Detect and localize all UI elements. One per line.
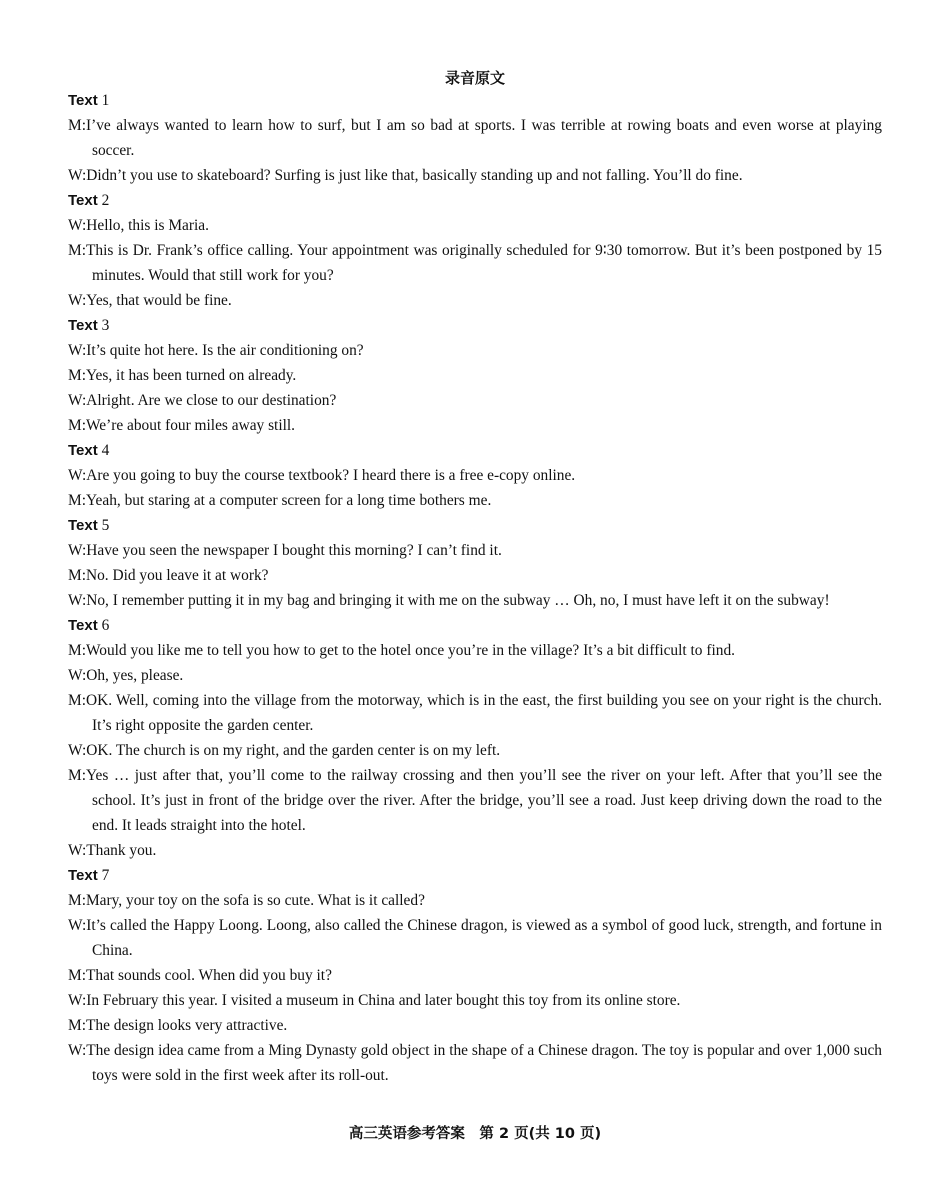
utterance-text: Yes … just after that, you’ll come to the railway crossing and then you’ll see the river on your left. After that you’ll see the school. It’s just in front of the bridge over the river. After the bridge, you’ll see a road. Just keep driving down the road to the end. It leads straight into the hotel.: [85, 767, 882, 834]
speaker-label: W: [68, 342, 82, 359]
speaker-colon: :: [81, 592, 87, 609]
dialogue-line: [68, 463, 882, 488]
speaker-label: M: [68, 892, 82, 909]
speaker-label: M: [68, 692, 82, 709]
speaker-label: M: [68, 967, 82, 984]
speaker-label: W: [68, 917, 82, 934]
section-label: Text: [68, 192, 98, 209]
speaker-label: W: [68, 292, 82, 309]
dialogue-line: [68, 113, 882, 163]
speaker-label: W: [68, 742, 82, 759]
dialogue-line: [68, 1013, 882, 1038]
utterance-text: We’re about four miles away still.: [85, 417, 296, 434]
section-number: 1: [101, 92, 110, 109]
speaker-colon: :: [81, 667, 87, 684]
speaker-colon: :: [81, 217, 87, 234]
speaker-colon: :: [81, 967, 86, 984]
section-heading: [68, 863, 882, 888]
section-number: 7: [101, 867, 110, 884]
speaker-label: W: [68, 217, 82, 234]
section-number: 5: [101, 517, 110, 534]
utterance-text: Didn’t you use to skateboard? Surfing is just like that, basically standing up and not falling. You’ll do fine.: [86, 167, 743, 184]
utterance-text: Mary, your toy on the sofa is so cute. What is it called?: [85, 892, 425, 909]
dialogue-line: [68, 413, 882, 438]
utterance-text: Alright. Are we close to our destination?: [86, 392, 337, 409]
speaker-label: M: [68, 767, 82, 784]
speaker-colon: :: [81, 567, 86, 584]
section-number: 4: [101, 442, 110, 459]
dialogue-line: [68, 563, 882, 588]
speaker-colon: :: [81, 642, 86, 659]
section-heading: [68, 513, 882, 538]
utterance-text: OK. Well, coming into the village from the motorway, which is in the east, the first building you see on your right is the church. It’s right opposite the garden center.: [85, 692, 882, 734]
section-number: 6: [101, 617, 110, 634]
section-label: Text: [68, 867, 98, 884]
utterance-text: The design idea came from a Ming Dynasty gold object in the shape of a Chinese dragon. The toy is popular and over 1,000 such toys were sold in the first week after its roll-out.: [86, 1042, 882, 1084]
dialogue-line: [68, 238, 882, 288]
section-heading: [68, 438, 882, 463]
transcript-body: [68, 88, 882, 1088]
section-heading: [68, 88, 882, 113]
dialogue-line: [68, 688, 882, 738]
section-number: 3: [101, 317, 110, 334]
speaker-colon: :: [81, 892, 86, 909]
page-title: 录音原文: [444, 69, 505, 87]
speaker-label: W: [68, 167, 82, 184]
speaker-colon: :: [81, 242, 86, 259]
dialogue-line: [68, 988, 882, 1013]
utterance-text: That sounds cool. When did you buy it?: [85, 967, 332, 984]
section-label: Text: [68, 92, 98, 109]
speaker-label: M: [68, 367, 82, 384]
speaker-colon: :: [81, 1017, 86, 1034]
utterance-text: It’s quite hot here. Is the air conditioning on?: [86, 342, 364, 359]
utterance-text: OK. The church is on my right, and the garden center is on my left.: [86, 742, 501, 759]
speaker-colon: :: [81, 417, 86, 434]
dialogue-line: [68, 888, 882, 913]
speaker-colon: :: [81, 467, 87, 484]
speaker-colon: :: [81, 367, 86, 384]
section-heading: [68, 613, 882, 638]
speaker-label: W: [68, 842, 82, 859]
utterance-text: No. Did you leave it at work?: [85, 567, 269, 584]
dialogue-line: [68, 213, 882, 238]
utterance-text: Yes, it has been turned on already.: [85, 367, 297, 384]
speaker-colon: :: [81, 992, 87, 1009]
utterance-text: Hello, this is Maria.: [86, 217, 209, 234]
dialogue-line: [68, 913, 882, 963]
speaker-label: W: [68, 992, 82, 1009]
speaker-colon: :: [81, 917, 87, 934]
dialogue-line: [68, 388, 882, 413]
speaker-label: W: [68, 392, 82, 409]
speaker-label: M: [68, 117, 82, 134]
speaker-label: W: [68, 542, 82, 559]
dialogue-line: [68, 163, 882, 188]
utterance-text: In February this year. I visited a museum in China and later bought this toy from its online store.: [86, 992, 681, 1009]
dialogue-line: [68, 488, 882, 513]
utterance-text: This is Dr. Frank’s office calling. Your appointment was originally scheduled for 9∶30 tomorrow. But it’s been postponed by 15 minutes. Would that still work for you?: [85, 242, 882, 284]
speaker-label: W: [68, 467, 82, 484]
speaker-label: W: [68, 667, 82, 684]
section-label: Text: [68, 317, 98, 334]
speaker-colon: :: [81, 492, 86, 509]
speaker-label: M: [68, 1017, 82, 1034]
utterance-text: No, I remember putting it in my bag and bringing it with me on the subway … Oh, no, I must have left it on the subway!: [86, 592, 830, 609]
dialogue-line: [68, 288, 882, 313]
utterance-text: Yes, that would be fine.: [86, 292, 232, 309]
speaker-label: W: [68, 1042, 82, 1059]
utterance-text: Would you like me to tell you how to get to the hotel once you’re in the village? It’s a bit difficult to find.: [85, 642, 735, 659]
utterance-text: Are you going to buy the course textbook? I heard there is a free e-copy online.: [86, 467, 576, 484]
speaker-colon: :: [81, 767, 86, 784]
speaker-colon: :: [81, 342, 87, 359]
speaker-colon: :: [81, 167, 87, 184]
section-label: Text: [68, 517, 98, 534]
dialogue-line: [68, 638, 882, 663]
speaker-label: M: [68, 642, 82, 659]
speaker-colon: :: [81, 742, 87, 759]
utterance-text: Thank you.: [86, 842, 157, 859]
dialogue-line: [68, 963, 882, 988]
speaker-label: M: [68, 417, 82, 434]
speaker-colon: :: [81, 1042, 87, 1059]
utterance-text: It’s called the Happy Loong. Loong, also called the Chinese dragon, is viewed as a symbol of good luck, strength, and fortune in China.: [86, 917, 882, 959]
section-label: Text: [68, 617, 98, 634]
utterance-text: Have you seen the newspaper I bought this morning? I can’t find it.: [86, 542, 502, 559]
dialogue-line: [68, 538, 882, 563]
utterance-text: The design looks very attractive.: [85, 1017, 288, 1034]
speaker-colon: :: [81, 392, 87, 409]
section-label: Text: [68, 442, 98, 459]
speaker-label: M: [68, 567, 82, 584]
section-heading: [68, 188, 882, 213]
utterance-text: Yeah, but staring at a computer screen for a long time bothers me.: [85, 492, 492, 509]
dialogue-line: [68, 588, 882, 613]
utterance-text: Oh, yes, please.: [86, 667, 184, 684]
speaker-colon: :: [81, 117, 86, 134]
speaker-label: M: [68, 242, 82, 259]
section-number: 2: [101, 192, 110, 209]
speaker-label: W: [68, 592, 82, 609]
dialogue-line: [68, 338, 882, 363]
dialogue-line: [68, 663, 882, 688]
dialogue-line: [68, 763, 882, 838]
utterance-text: I’ve always wanted to learn how to surf, but I am so bad at sports. I was terrible at rowing boats and even worse at playing soccer.: [85, 117, 882, 159]
speaker-colon: :: [81, 842, 87, 859]
dialogue-line: [68, 363, 882, 388]
dialogue-line: [68, 738, 882, 763]
section-heading: [68, 313, 882, 338]
dialogue-line: [68, 838, 882, 863]
speaker-colon: :: [81, 692, 86, 709]
dialogue-line: [68, 1038, 882, 1088]
speaker-colon: :: [81, 292, 87, 309]
page-footer: 高三英语参考答案 第 2 页(共 10 页): [348, 1126, 602, 1142]
speaker-label: M: [68, 492, 82, 509]
speaker-colon: :: [81, 542, 87, 559]
